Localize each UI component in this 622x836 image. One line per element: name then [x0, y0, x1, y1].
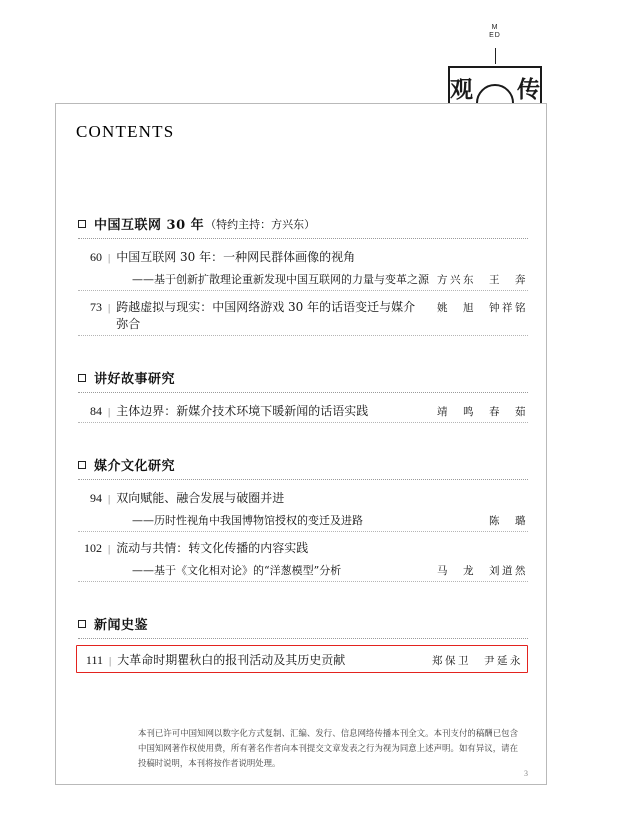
highlighted-toc-entry[interactable]: [76, 645, 528, 673]
contents-page: [55, 103, 547, 785]
entry-authors: 郑保卫 尹延永: [432, 655, 523, 667]
square-bullet-icon: [78, 220, 86, 228]
entry-rule: [78, 335, 528, 336]
entry-separator: |: [108, 493, 111, 505]
toc-subentry[interactable]: [76, 509, 528, 531]
entry-separator: |: [109, 655, 112, 667]
toc-entry[interactable]: [76, 291, 528, 335]
entry-title[interactable]: 双向赋能、融合发展与破圈并进: [116, 491, 285, 505]
subentry-title[interactable]: ——基于创新扩散理论重新发现中国互联网的力量与变革之源: [132, 273, 429, 286]
entry-rule: [78, 581, 528, 582]
section-header: [76, 614, 528, 633]
subentry-authors: 方兴东 王 奔: [437, 274, 528, 286]
section-spacer: [76, 588, 528, 614]
entry-page-number: 111: [85, 653, 103, 667]
section-media-culture-research: [76, 455, 528, 582]
section-title: 新闻史鉴: [94, 618, 149, 633]
subentry-title[interactable]: ——基于《文化相对论》的“洋葱模型”分析: [132, 564, 342, 577]
entry-authors: 靖 鸣 春 茹: [437, 406, 528, 418]
square-bullet-icon: [78, 461, 86, 469]
entry-separator: |: [108, 302, 111, 314]
subentry-title[interactable]: ——历时性视角中我国博物馆授权的变迁及进路: [132, 514, 363, 527]
entry-page-number: 94: [90, 491, 102, 505]
entry-authors: 姚 旭 钟祥铭: [437, 302, 528, 314]
toc-subentry[interactable]: [76, 559, 528, 581]
section-header: [76, 368, 528, 387]
entry-title[interactable]: 流动与共情：转文化传播的内容实践: [116, 541, 309, 555]
square-bullet-icon: [78, 374, 86, 382]
entry-page-number: 73: [90, 300, 102, 314]
entry-separator: |: [108, 543, 111, 555]
section-spacer: [76, 342, 528, 368]
entry-separator: |: [108, 406, 111, 418]
copyright-notice: 本刊已许可中国知网以数字化方式复制、汇编、发行、信息网络传播本刊全文。本刊支付的稿酬已包含中国知网著作权使用费，所有著名作者向本刊提交文章发表之行为视为同意上述声明。如有异议，请在投稿时说明，本刊将按作者说明处理。: [138, 728, 518, 768]
entry-title[interactable]: 跨越虚拟与现实：中国网络游戏 30 年的话语变迁与媒介弥合: [116, 300, 416, 331]
logo-char-guan: 观: [450, 75, 473, 103]
entry-title[interactable]: 大革命时期瞿秋白的报刊活动及其历史贡献: [117, 653, 346, 667]
toc-entry[interactable]: [76, 532, 528, 559]
contents-body: [76, 214, 528, 679]
section-rule: [78, 638, 528, 639]
entry-title[interactable]: 主体边界：新媒介技术环境下暖新闻的话语实践: [116, 404, 369, 418]
toc-entry[interactable]: [76, 482, 528, 509]
logo-top-rule: [495, 48, 496, 64]
page-title: CONTENTS: [76, 122, 175, 141]
entry-page-number: 60: [90, 250, 102, 264]
subentry-authors: 马 龙 刘道然: [437, 565, 528, 577]
section-spacer: [76, 429, 528, 455]
entry-title[interactable]: 中国互联网 30 年：一种网民群体画像的视角: [116, 250, 356, 264]
section-note: （特约主持：方兴东）: [205, 217, 316, 231]
section-title: 中国互联网 30 年: [94, 218, 205, 233]
toc-subentry[interactable]: [76, 268, 528, 290]
section-rule: [78, 479, 528, 480]
section-rule: [78, 392, 528, 393]
page-number: 3: [524, 769, 528, 778]
section-journalism-history: [76, 614, 528, 673]
section-storytelling-research: [76, 368, 528, 423]
entry-rule: [78, 422, 528, 423]
section-rule: [78, 238, 528, 239]
section-header: [76, 455, 528, 474]
logo-top-text: MED: [489, 24, 501, 39]
square-bullet-icon: [78, 620, 86, 628]
section-title: 讲好故事研究: [94, 372, 176, 387]
section-header: [76, 214, 528, 233]
entry-separator: |: [108, 252, 111, 264]
subentry-authors: 陈 璐: [489, 515, 528, 527]
section-china-internet-30: [76, 214, 528, 336]
entry-page-number: 102: [84, 541, 102, 555]
section-title: 媒介文化研究: [94, 459, 176, 474]
logo-char-chuan: 传: [517, 75, 540, 103]
entry-page-number: 84: [90, 404, 102, 418]
toc-entry[interactable]: [76, 241, 528, 268]
toc-entry[interactable]: [76, 395, 528, 422]
